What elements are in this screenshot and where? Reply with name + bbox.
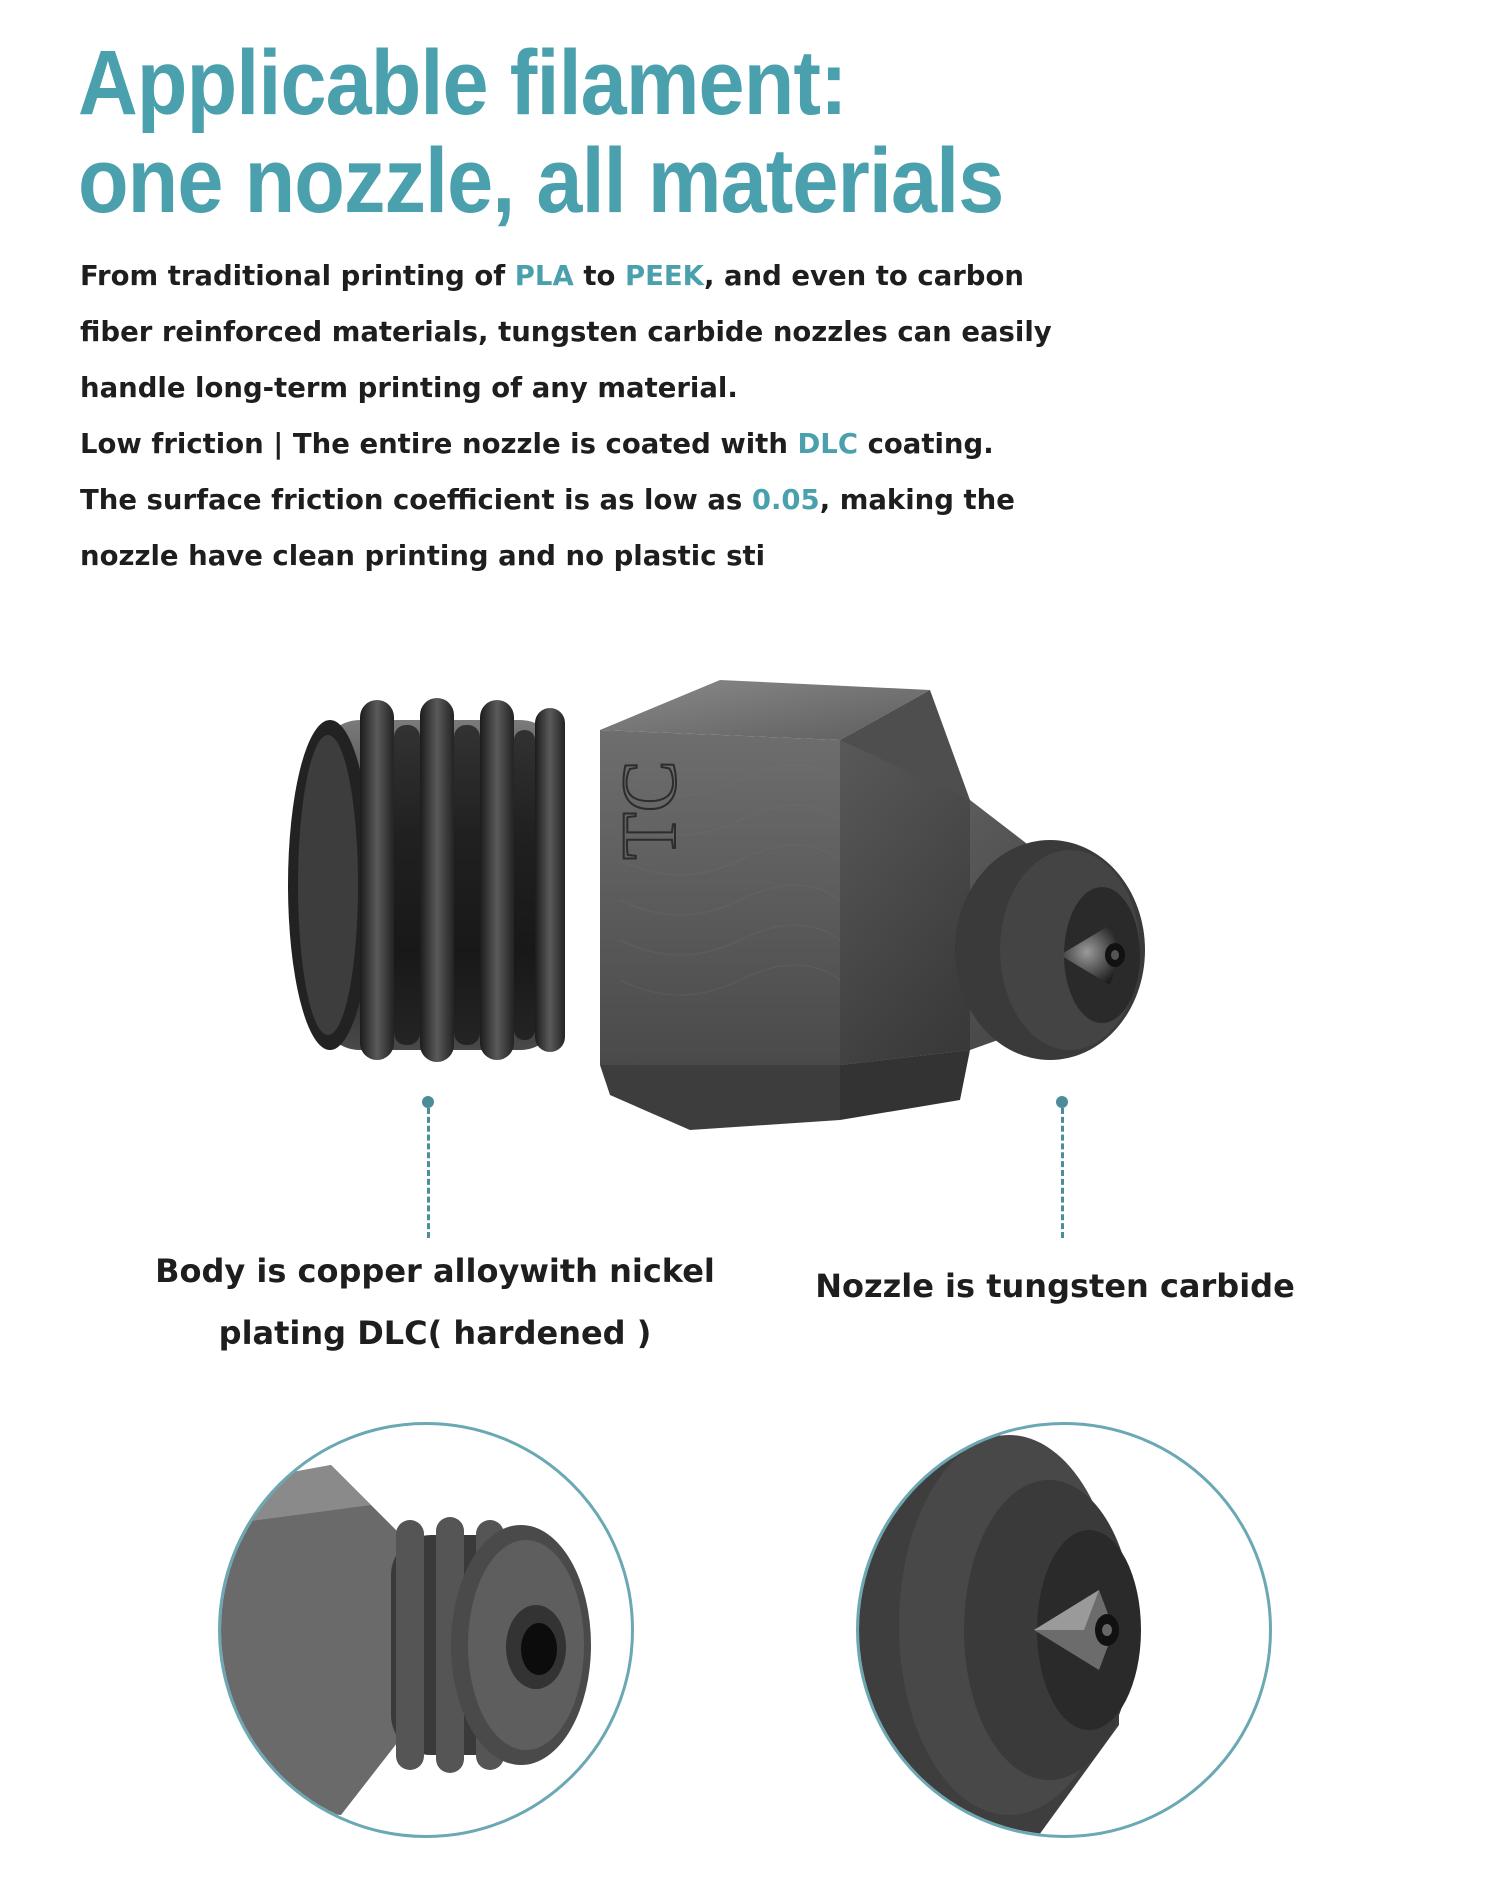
tc-engraving: TC (605, 760, 692, 860)
intro-line-6: nozzle have clean printing and no plastic sti (80, 540, 766, 572)
tip-detail-circle (856, 1422, 1272, 1838)
nozzle-tip-section (840, 740, 1145, 1065)
highlight-peek: PEEK (624, 260, 704, 292)
headline (78, 34, 1003, 230)
highlight-dlc: DLC (797, 428, 859, 460)
intro-line-1-pre: From traditional printing of (80, 260, 515, 292)
headline-line-2: one nozzle, all materials (78, 130, 1004, 232)
callout-dashed-line (1061, 1108, 1064, 1238)
intro-line-1-post: , and even to carbon (703, 260, 1024, 292)
intro-line-4-post: coating. (858, 428, 994, 460)
callout-dot (422, 1096, 434, 1108)
intro-line-1 (80, 248, 1024, 304)
nozzle-product-image (280, 670, 1180, 1230)
body-caption (150, 1240, 720, 1364)
thread-detail-image (221, 1425, 631, 1835)
headline-line-1: Applicable filament: (78, 32, 847, 134)
intro-line-5-post: , making the (819, 484, 1015, 516)
intro-line-5-pre: The surface friction coefficient is as low as (80, 484, 752, 516)
thread-detail-circle (218, 1422, 634, 1838)
highlight-friction-value: 0.05 (751, 484, 820, 516)
intro-line-4-pre: Low friction | The entire nozzle is coated with (80, 428, 798, 460)
intro-text (80, 248, 1052, 584)
intro-line-5 (80, 472, 1015, 528)
highlight-pla: PLA (514, 260, 574, 292)
callout-dashed-line (427, 1108, 430, 1238)
intro-line-1-mid: to (573, 260, 625, 292)
body-caption-line-2: plating DLC( hardened ) (218, 1314, 652, 1352)
intro-line-4 (80, 416, 1000, 472)
thread-section (288, 698, 565, 1062)
tip-detail-image (859, 1425, 1269, 1835)
nozzle-caption: Nozzle is tungsten carbide (815, 1267, 1295, 1305)
intro-line-3: handle long-term printing of any material. (80, 372, 738, 404)
intro-line-2: fiber reinforced materials, tungsten carbide nozzles can easily (80, 316, 1052, 348)
callout-dot (1056, 1096, 1068, 1108)
body-caption-line-1: Body is copper alloywith nickel (155, 1252, 715, 1290)
